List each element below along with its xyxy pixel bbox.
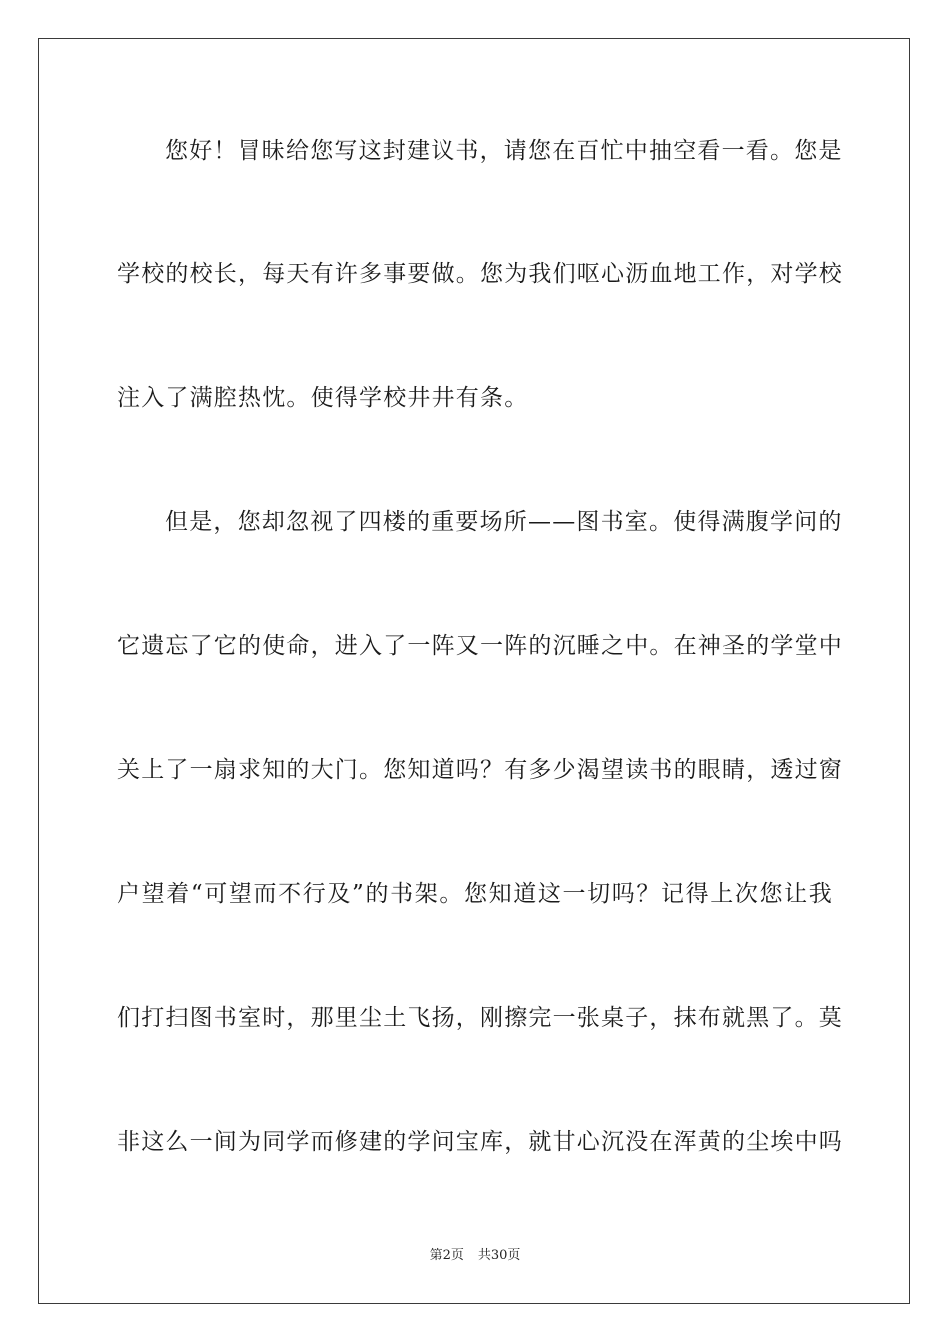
- paragraph-2-line-6: 非这么一间为同学而修建的学问宝库，就甘心沉没在浑黄的尘埃中吗: [117, 1129, 843, 1155]
- paragraph-1-line-2: 学校的校长，每天有许多事要做。您为我们呕心沥血地工作，对学校: [117, 261, 843, 287]
- page-footer: [0, 1247, 950, 1265]
- paragraph-2-line-4: 户望着“可望而不行及”的书架。您知道这一切吗？记得上次您让我: [117, 881, 833, 907]
- paragraph-1-line-1: 您好！冒昧给您写这封建议书，请您在百忙中抽空看一看。您是: [165, 138, 843, 164]
- paragraph-2-line-5: 们打扫图书室时，那里尘土飞扬，刚擦完一张桌子，抹布就黑了。莫: [117, 1005, 843, 1031]
- paragraph-2-line-3: 关上了一扇求知的大门。您知道吗？有多少渴望读书的眼睛，透过窗: [117, 757, 843, 783]
- paragraph-2-line-1: 但是，您却忽视了四楼的重要场所——图书室。使得满腹学问的: [165, 509, 843, 535]
- page-border: [38, 38, 910, 1304]
- paragraph-2-line-2: 它遗忘了它的使命，进入了一阵又一阵的沉睡之中。在神圣的学堂中: [117, 633, 843, 659]
- page-number: 第2页: [429, 1248, 464, 1263]
- paragraph-1-line-3: 注入了满腔热忱。使得学校井井有条。: [117, 385, 529, 411]
- page-total: 共30页: [477, 1248, 521, 1263]
